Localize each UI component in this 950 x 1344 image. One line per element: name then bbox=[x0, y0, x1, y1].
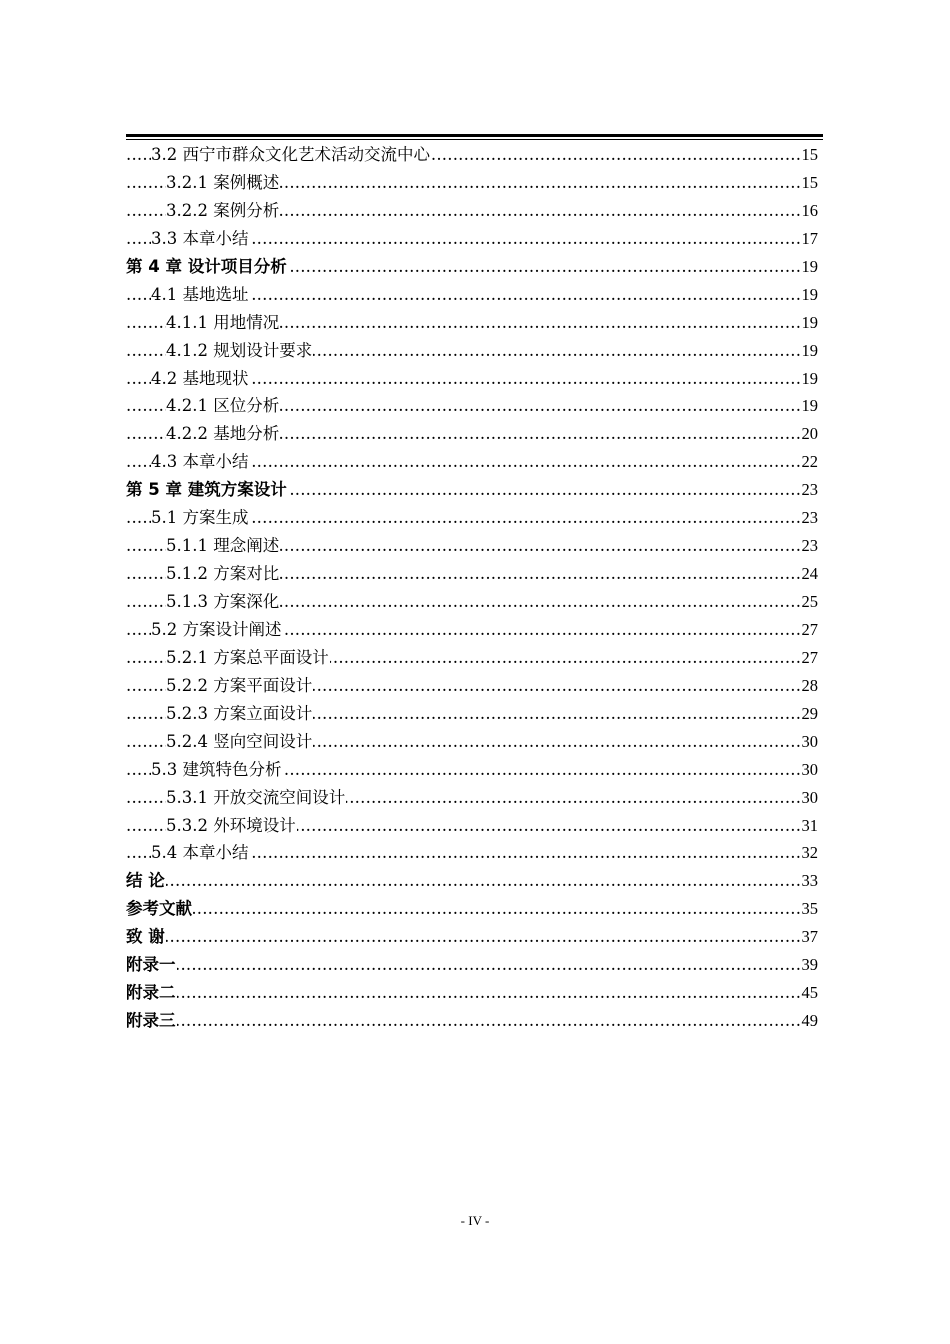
toc-entry-label: 附录二 bbox=[126, 983, 176, 1003]
toc-entry-page: 45 bbox=[800, 979, 819, 1007]
toc-entry-page: 37 bbox=[800, 923, 819, 951]
toc-entry[interactable] bbox=[126, 253, 818, 281]
toc-entry-page: 30 bbox=[800, 728, 819, 756]
toc-entry[interactable] bbox=[126, 197, 818, 225]
toc-entry-page: 23 bbox=[800, 476, 819, 504]
toc-entry-page: 35 bbox=[800, 895, 819, 923]
page-number-footer: - IV - bbox=[460, 1213, 490, 1228]
toc-entry[interactable] bbox=[126, 756, 818, 784]
toc-entry-page: 23 bbox=[800, 504, 819, 532]
toc-entry-label: 5.2.1 方案总平面设计 bbox=[166, 647, 329, 667]
toc-entry-page: 27 bbox=[800, 616, 819, 644]
toc-entry-page: 30 bbox=[800, 756, 819, 784]
toc-entry-page: 20 bbox=[800, 420, 819, 448]
toc-entry-page: 23 bbox=[800, 532, 819, 560]
toc-entry[interactable] bbox=[126, 951, 818, 979]
toc-entry[interactable] bbox=[126, 867, 818, 895]
toc-entry[interactable] bbox=[126, 784, 818, 812]
toc-entry-page: 17 bbox=[800, 225, 819, 253]
toc-entry-label: 附录三 bbox=[126, 1011, 176, 1031]
toc-entry[interactable] bbox=[126, 923, 818, 951]
toc-entry[interactable] bbox=[126, 895, 818, 923]
toc-entry-label: 4.1 基地选址 bbox=[151, 284, 249, 304]
toc-entry[interactable] bbox=[126, 476, 818, 504]
header-rule-thick bbox=[126, 134, 823, 137]
toc-entry-page: 39 bbox=[800, 951, 819, 979]
toc-entry-page: 19 bbox=[800, 309, 819, 337]
toc-entry-label: 5.1.2 方案对比 bbox=[166, 564, 280, 584]
toc-entry-page: 27 bbox=[800, 644, 819, 672]
toc-entry-label: 4.1.2 规划设计要求 bbox=[166, 340, 313, 360]
toc-entry-label: 3.2 西宁市群众文化艺术活动交流中心 bbox=[151, 145, 430, 164]
toc-entry[interactable] bbox=[126, 420, 818, 448]
toc-entry[interactable] bbox=[126, 365, 818, 393]
toc-entry[interactable] bbox=[126, 812, 818, 840]
table-of-contents bbox=[126, 141, 818, 1035]
toc-entry-page: 19 bbox=[800, 253, 819, 281]
toc-entry-page: 24 bbox=[800, 560, 819, 588]
toc-entry-page: 30 bbox=[800, 784, 819, 812]
toc-entry-label: 致 谢 bbox=[126, 927, 165, 947]
toc-entry[interactable] bbox=[126, 588, 818, 616]
toc-entry-label: 结 论 bbox=[126, 871, 165, 891]
toc-entry-label: 3.3 本章小结 bbox=[151, 228, 249, 248]
toc-entry-page: 15 bbox=[800, 169, 819, 197]
toc-entry-label: 3.2.2 案例分析 bbox=[166, 200, 280, 220]
toc-entry-label: 第 5 章 建筑方案设计 bbox=[126, 480, 287, 500]
toc-entry[interactable] bbox=[126, 225, 818, 253]
header-rule-thin bbox=[126, 139, 823, 140]
toc-entry-label: 附录一 bbox=[126, 955, 176, 975]
toc-entry[interactable] bbox=[126, 504, 818, 532]
toc-entry-page: 19 bbox=[800, 365, 819, 393]
toc-entry[interactable] bbox=[126, 337, 818, 365]
toc-entry[interactable] bbox=[126, 644, 818, 672]
toc-entry-label: 5.3.2 外环境设计 bbox=[166, 815, 296, 835]
toc-entry[interactable] bbox=[126, 532, 818, 560]
toc-entry-label: 5.4 本章小结 bbox=[151, 843, 249, 863]
toc-entry-page: 29 bbox=[800, 700, 819, 728]
toc-entry[interactable] bbox=[126, 392, 818, 420]
toc-entry-label: 5.3 建筑特色分析 bbox=[151, 759, 282, 779]
toc-entry-page: 33 bbox=[800, 867, 819, 895]
toc-entry-label: 3.2.1 案例概述 bbox=[166, 172, 280, 192]
toc-entry-label: 5.1.1 理念阐述 bbox=[166, 536, 280, 556]
toc-entry[interactable] bbox=[126, 169, 818, 197]
toc-entry-page: 15 bbox=[800, 141, 819, 169]
toc-entry[interactable] bbox=[126, 141, 818, 169]
toc-entry-label: 4.3 本章小结 bbox=[151, 452, 249, 472]
toc-entry-label: 4.2.2 基地分析 bbox=[166, 424, 280, 444]
toc-entry-label: 5.1 方案生成 bbox=[151, 508, 249, 528]
toc-entry[interactable] bbox=[126, 979, 818, 1007]
toc-entry-page: 25 bbox=[800, 588, 819, 616]
toc-entry[interactable] bbox=[126, 728, 818, 756]
toc-entry[interactable] bbox=[126, 672, 818, 700]
toc-entry-label: 5.2 方案设计阐述 bbox=[151, 619, 282, 639]
toc-entry[interactable] bbox=[126, 839, 818, 867]
toc-entry-page: 32 bbox=[800, 839, 819, 867]
toc-entry-label: 5.2.3 方案立面设计 bbox=[166, 703, 313, 723]
toc-entry-label: 5.3.1 开放交流空间设计 bbox=[166, 787, 346, 807]
toc-entry-page: 16 bbox=[800, 197, 819, 225]
toc-entry-label: 5.2.4 竖向空间设计 bbox=[166, 731, 313, 751]
toc-entry-page: 19 bbox=[800, 281, 819, 309]
toc-entry[interactable] bbox=[126, 1007, 818, 1035]
toc-entry-page: 19 bbox=[800, 337, 819, 365]
toc-entry-page: 28 bbox=[800, 672, 819, 700]
toc-entry-label: 参考文献 bbox=[126, 899, 192, 919]
toc-entry-label: 4.2.1 区位分析 bbox=[166, 396, 280, 416]
toc-entry[interactable] bbox=[126, 560, 818, 588]
toc-entry[interactable] bbox=[126, 281, 818, 309]
toc-entry[interactable] bbox=[126, 700, 818, 728]
toc-entry-page: 19 bbox=[800, 392, 819, 420]
toc-entry[interactable] bbox=[126, 616, 818, 644]
toc-entry-page: 31 bbox=[800, 812, 819, 840]
toc-entry-label: 4.1.1 用地情况 bbox=[166, 312, 280, 332]
toc-entry[interactable] bbox=[126, 448, 818, 476]
toc-entry-label: 5.2.2 方案平面设计 bbox=[166, 675, 313, 695]
toc-entry-label: 5.1.3 方案深化 bbox=[166, 592, 280, 611]
toc-entry[interactable] bbox=[126, 309, 818, 337]
toc-entry-page: 22 bbox=[800, 448, 819, 476]
toc-entry-page: 49 bbox=[800, 1007, 819, 1035]
toc-entry-label: 第 4 章 设计项目分析 bbox=[126, 256, 287, 276]
toc-entry-label: 4.2 基地现状 bbox=[151, 368, 249, 388]
